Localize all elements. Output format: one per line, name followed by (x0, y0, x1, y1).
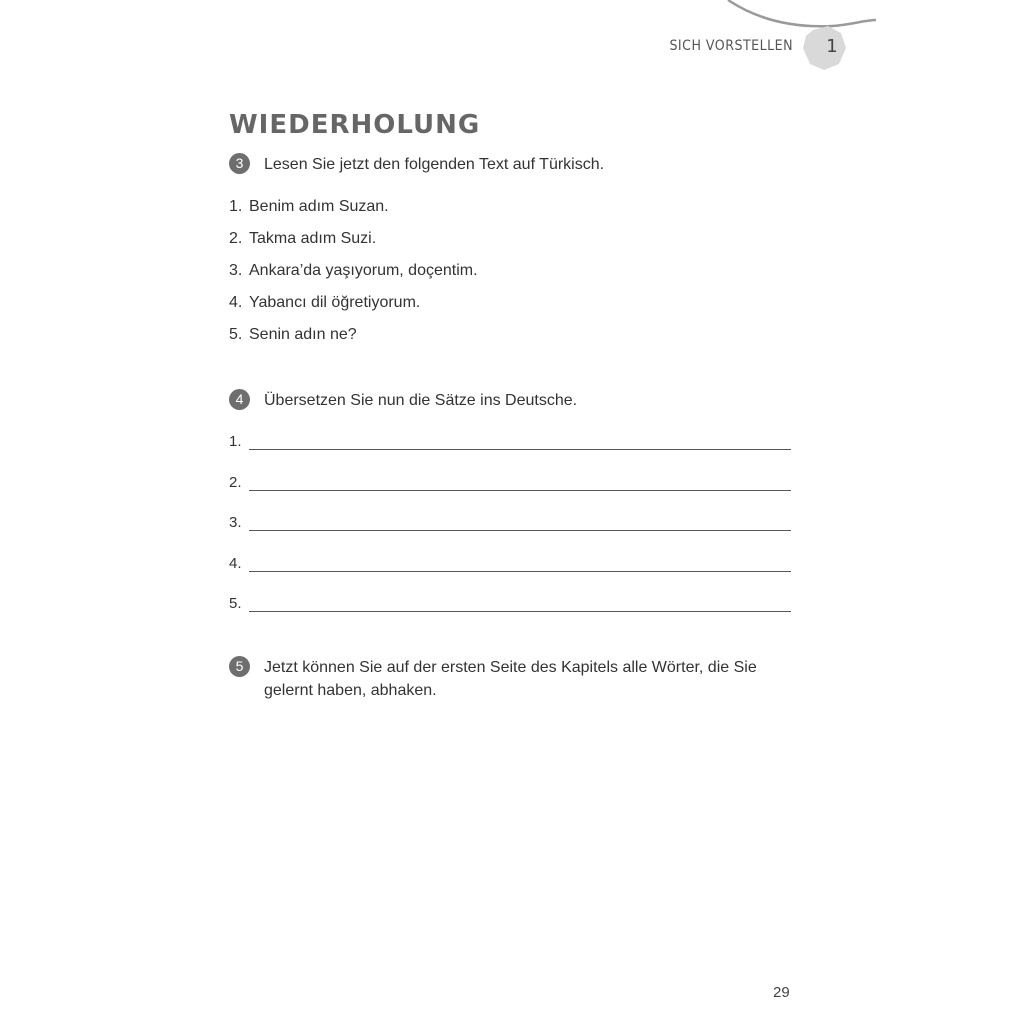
list-item-number: 4. (229, 294, 243, 311)
answer-row (229, 473, 791, 514)
exercise-number-badge: 4 (229, 389, 250, 410)
list-item (229, 228, 478, 260)
answer-number: 3. (229, 514, 242, 531)
list-item-text: Ankara’da yaşıyorum, doçentim. (249, 262, 478, 279)
answer-number: 4. (229, 554, 242, 572)
list-item-number: 5. (229, 326, 243, 343)
list-item-text: Yabancı dil öğretiyorum. (249, 294, 421, 311)
answer-line (249, 611, 791, 612)
exercise-instruction: Übersetzen Sie nun die Sätze ins Deutsche. (264, 392, 578, 409)
exercise-instruction: Lesen Sie jetzt den folgenden Text auf Türkisch. (264, 156, 605, 173)
answer-number: 1. (229, 433, 242, 450)
translation-answer-list (229, 432, 791, 635)
chapter-number: 1 (826, 36, 838, 57)
list-item-number: 2. (229, 230, 243, 247)
answer-number: 2. (229, 473, 242, 491)
answer-line (249, 571, 791, 572)
answer-number: 5. (229, 595, 242, 612)
list-item (229, 196, 478, 228)
exercise-5 (229, 656, 799, 702)
answer-row (229, 554, 791, 595)
answer-line (249, 530, 791, 531)
answer-row (229, 432, 791, 473)
answer-line (249, 449, 791, 450)
list-item-text: Takma adım Suzi. (249, 230, 377, 247)
exercise-number-badge: 3 (229, 153, 250, 174)
page-number: 29 (773, 984, 790, 1001)
answer-row (229, 594, 791, 635)
section-heading: WIEDERHOLUNG (229, 110, 481, 140)
list-item-number: 1. (229, 198, 243, 215)
answer-line (249, 490, 791, 491)
list-item-number: 3. (229, 262, 243, 279)
list-item-text: Senin adın ne? (249, 326, 357, 343)
list-item-text: Benim adım Suzan. (249, 198, 389, 215)
answer-row (229, 513, 791, 554)
chapter-title: SICH VORSTELLEN (669, 38, 793, 54)
turkish-sentence-list (229, 196, 478, 356)
exercise-number-badge: 5 (229, 656, 250, 677)
list-item (229, 324, 478, 356)
list-item (229, 260, 478, 292)
exercise-4 (229, 389, 799, 412)
list-item (229, 292, 478, 324)
exercise-3 (229, 153, 799, 176)
exercise-instruction: Jetzt können Sie auf der ersten Seite des Kapitels alle Wörter, die Sie gelernt haben, abhaken. (264, 659, 757, 699)
